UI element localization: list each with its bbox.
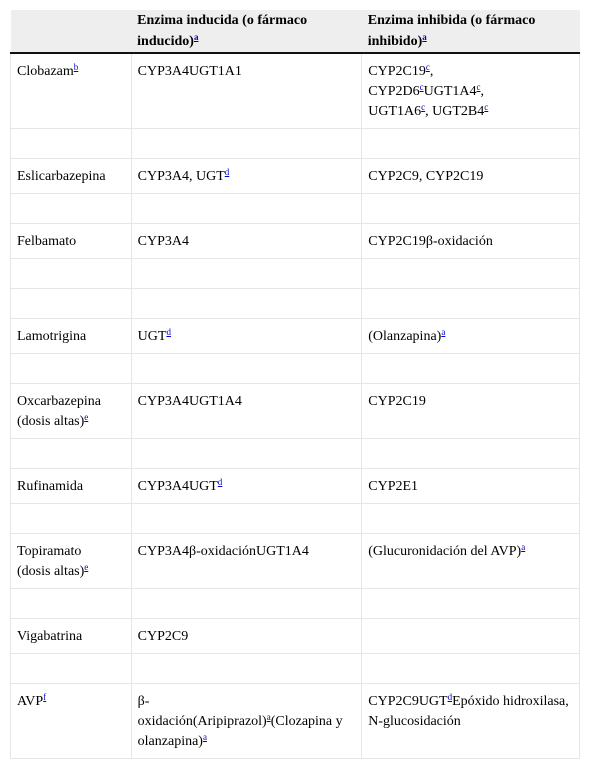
spacer-row bbox=[11, 439, 580, 469]
spacer-row bbox=[11, 504, 580, 534]
cell-drug: Eslicarbazepina bbox=[11, 159, 132, 194]
inhibited-text: CYP2C19 bbox=[368, 64, 426, 79]
table-row-oxcarbazepina bbox=[11, 384, 580, 439]
cell-induced: CYP3A4UGT1A4 bbox=[131, 384, 362, 439]
drug-name: Topiramato bbox=[17, 544, 82, 559]
cell-induced bbox=[131, 159, 362, 194]
cell-inhibited: CYP2E1 bbox=[362, 469, 580, 504]
cell-drug bbox=[11, 53, 132, 129]
cell-inhibited bbox=[362, 534, 580, 589]
drug-qualifier: (dosis altas) bbox=[17, 564, 85, 579]
cell-induced bbox=[131, 319, 362, 354]
inhibited-text: Epóxido hidroxilasa, N-glucosidación bbox=[368, 694, 569, 729]
header-inhibited-enzyme bbox=[362, 10, 580, 53]
induced-text: oxidación(Aripiprazol) bbox=[137, 714, 267, 729]
footnote-link[interactable]: c bbox=[484, 102, 489, 112]
spacer-row bbox=[11, 289, 580, 319]
spacer-row bbox=[11, 259, 580, 289]
cell-inhibited: CYP2C9, CYP2C19 bbox=[362, 159, 580, 194]
table-row-felbamato bbox=[11, 224, 580, 259]
inhibited-text: UGT1A4 bbox=[423, 84, 477, 99]
cell-inhibited: CYP2C19β-oxidación bbox=[362, 224, 580, 259]
inhibited-text: UGT1A6 bbox=[368, 104, 422, 119]
induced-text: CYP3A4, UGT bbox=[137, 169, 225, 184]
drug-interaction-table bbox=[10, 10, 580, 759]
header-drug bbox=[11, 10, 132, 53]
footnote-link[interactable]: b bbox=[73, 62, 79, 72]
table-row-vigabatrina bbox=[11, 619, 580, 654]
header-induced-label: Enzima inducida (o fármaco inducido) bbox=[137, 13, 308, 49]
footnote-link[interactable]: f bbox=[43, 692, 47, 702]
cell-drug: Vigabatrina bbox=[11, 619, 132, 654]
footnote-link[interactable]: a bbox=[193, 32, 199, 42]
induced-text: β- bbox=[137, 694, 150, 709]
drug-name: Oxcarbazepina bbox=[17, 394, 101, 409]
footnote-link[interactable]: a bbox=[521, 542, 526, 552]
footnote-link[interactable]: a bbox=[441, 327, 446, 337]
cell-drug bbox=[11, 534, 132, 589]
footnote-link[interactable]: d bbox=[447, 692, 453, 702]
cell-induced bbox=[131, 684, 362, 759]
drug-name: Clobazam bbox=[17, 64, 74, 79]
inhibited-text: (Glucuronidación del AVP) bbox=[368, 544, 522, 559]
footnote-link[interactable]: a bbox=[266, 712, 271, 722]
footnote-link[interactable]: a bbox=[202, 732, 207, 742]
spacer-row bbox=[11, 354, 580, 384]
cell-inhibited bbox=[362, 319, 580, 354]
footnote-link[interactable]: d bbox=[224, 167, 230, 177]
header-induced-enzyme bbox=[131, 10, 362, 53]
cell-drug bbox=[11, 384, 132, 439]
cell-induced: CYP3A4β-oxidaciónUGT1A4 bbox=[131, 534, 362, 589]
footnote-link[interactable]: e bbox=[84, 412, 89, 422]
table-row-rufinamida bbox=[11, 469, 580, 504]
drug-qualifier: (dosis altas) bbox=[17, 414, 85, 429]
table-row-lamotrigina bbox=[11, 319, 580, 354]
inhibited-text: (Olanzapina) bbox=[368, 329, 442, 344]
induced-text: (Clozapina y olanzapina) bbox=[137, 714, 343, 749]
table-row-eslicarbazepina bbox=[11, 159, 580, 194]
drug-name: AVP bbox=[17, 694, 44, 709]
induced-text: UGT bbox=[137, 329, 167, 344]
cell-inhibited: CYP2C19 bbox=[362, 384, 580, 439]
footnote-link[interactable]: e bbox=[84, 562, 89, 572]
cell-inhibited bbox=[362, 53, 580, 129]
induced-text: CYP3A4UGT bbox=[137, 479, 218, 494]
footnote-link[interactable]: c bbox=[419, 82, 424, 92]
footnote-link[interactable]: c bbox=[421, 102, 426, 112]
spacer-row bbox=[11, 194, 580, 224]
spacer-row bbox=[11, 589, 580, 619]
cell-drug: Felbamato bbox=[11, 224, 132, 259]
inhibited-separator: , bbox=[429, 64, 434, 79]
cell-induced: CYP3A4UGT1A1 bbox=[131, 53, 362, 129]
cell-drug: Rufinamida bbox=[11, 469, 132, 504]
header-inhibited-label: Enzima inhibida (o fármaco inhibido) bbox=[367, 13, 536, 49]
footnote-link[interactable]: c bbox=[476, 82, 481, 92]
cell-inhibited bbox=[362, 619, 580, 654]
cell-induced: CYP3A4 bbox=[131, 224, 362, 259]
inhibited-separator: , bbox=[425, 104, 433, 119]
table-row-avp bbox=[11, 684, 580, 759]
spacer-row bbox=[11, 129, 580, 159]
cell-inhibited bbox=[362, 684, 580, 759]
inhibited-text: CYP2D6 bbox=[368, 84, 420, 99]
inhibited-text: UGT2B4 bbox=[432, 104, 485, 119]
cell-induced bbox=[131, 469, 362, 504]
cell-drug: Lamotrigina bbox=[11, 319, 132, 354]
footnote-link[interactable]: d bbox=[166, 327, 171, 337]
table-header-row bbox=[11, 10, 580, 53]
footnote-link[interactable]: d bbox=[217, 477, 223, 487]
spacer-row bbox=[11, 654, 580, 684]
footnote-link[interactable]: a bbox=[422, 32, 427, 42]
cell-induced: CYP2C9 bbox=[131, 619, 362, 654]
table-row-clobazam bbox=[11, 53, 580, 129]
cell-drug bbox=[11, 684, 132, 759]
inhibited-text: CYP2C9UGT bbox=[368, 694, 448, 709]
inhibited-separator: , bbox=[480, 84, 484, 99]
table-row-topiramato bbox=[11, 534, 580, 589]
footnote-link[interactable]: c bbox=[425, 62, 430, 72]
